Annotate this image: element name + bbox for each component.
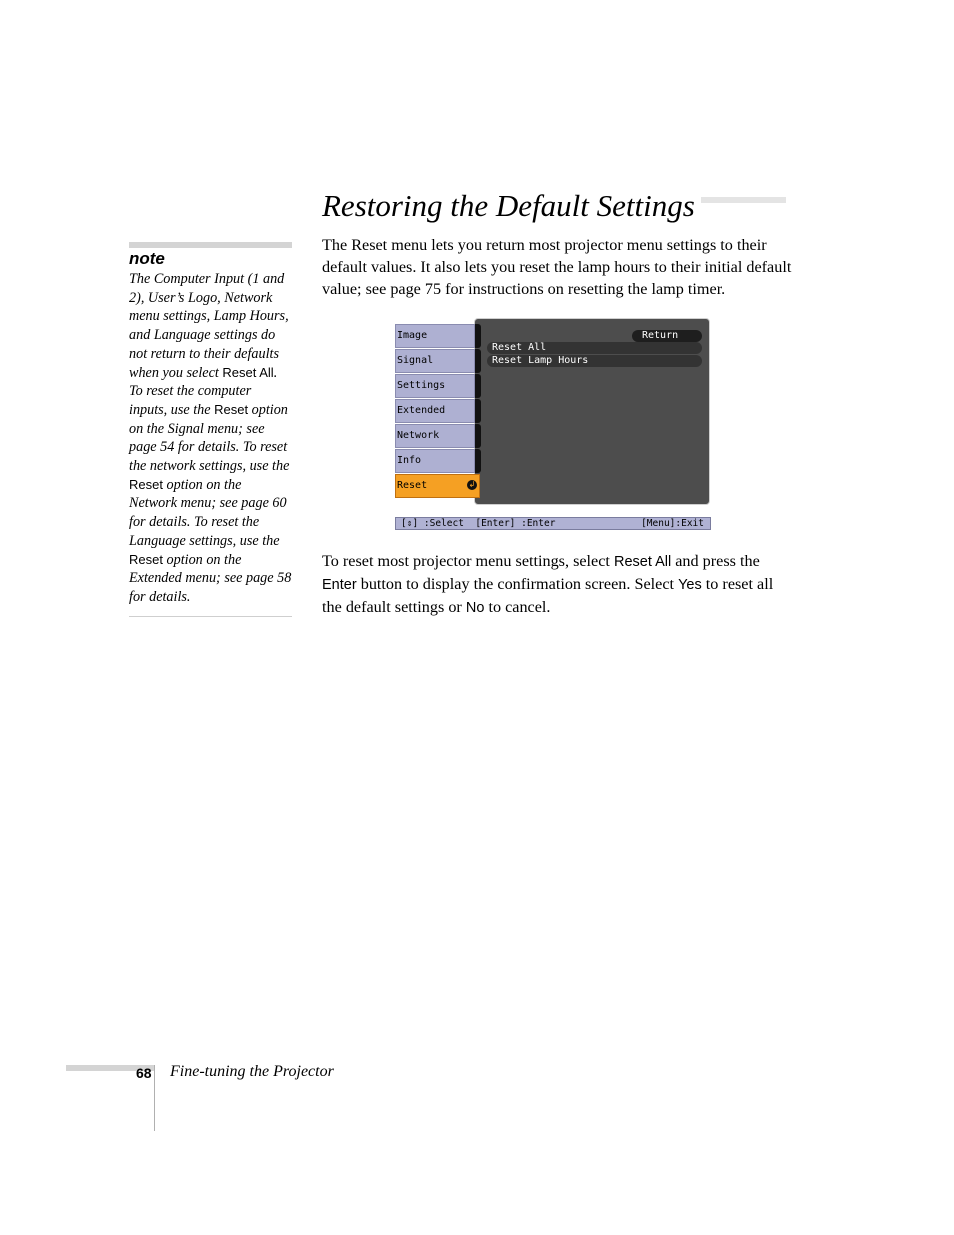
menu-tab-label: Info	[397, 455, 422, 466]
note-ui-reset-2: Reset	[129, 476, 163, 492]
menu-tab-edge	[475, 324, 481, 348]
p2-ui-reset-all: Reset All	[613, 554, 672, 570]
note-ui-reset-all: Reset All	[222, 364, 274, 380]
note-ui-reset-3: Reset	[129, 551, 163, 567]
note-rule-bottom	[129, 616, 292, 617]
menu-tab-extended[interactable]	[395, 399, 481, 423]
p2-ui-yes: Yes	[678, 577, 702, 593]
note-text-2: . To reset the computer inputs, use the	[129, 364, 278, 418]
menu-tab-edge	[475, 349, 481, 373]
p2-text-2: and press the	[671, 552, 760, 570]
footer-section-title: Fine-tuning the Projector	[170, 1063, 334, 1080]
p2-text-5: to cancel.	[484, 598, 551, 616]
page-title: Restoring the Default Settings	[322, 186, 701, 226]
menu-tab-label: Network	[397, 430, 440, 441]
menu-tab-edge	[475, 424, 481, 448]
note-text	[129, 270, 292, 607]
reset-all-item[interactable]: Reset All	[487, 342, 702, 354]
return-button[interactable]: Return	[632, 330, 702, 342]
intro-paragraph: The Reset menu lets you return most projector menu settings to their default values. It also lets you reset the lamp hours to their initial default value; see page 75 for instructions on resetting the lamp timer.	[322, 236, 792, 298]
menu-tab-edge	[475, 374, 481, 398]
p2-text-3: button to display the confirmation screen. Select	[356, 575, 679, 593]
note-text-1: The Computer Input (1 and 2), User’s Logo, Network menu settings, Lamp Hours, and Language settings do not return to their defaults when you select	[129, 271, 289, 381]
note-ui-reset-1: Reset	[214, 401, 249, 417]
reset-lamp-hours-item[interactable]: Reset Lamp Hours	[487, 355, 702, 367]
reset-instructions-paragraph	[322, 550, 792, 619]
status-select-enter-hint: [⇕] :Select [Enter] :Enter	[401, 518, 556, 529]
menu-tab-edge	[475, 399, 481, 423]
p2-ui-no: No	[465, 600, 485, 616]
projector-menu-screenshot	[395, 318, 711, 531]
menu-tab-label: Extended	[397, 405, 446, 416]
note-text-4: option on the Network menu; see page 60 for details. To reset the Language settings, use the	[129, 476, 287, 549]
status-exit-hint: [Menu]:Exit	[641, 518, 704, 529]
p2-text-4: to reset all the default settings or	[322, 575, 774, 616]
menu-tab-reset[interactable]	[395, 474, 481, 498]
note-text-3: option on the Signal menu; see page 54 for details. To reset the network settings, use the	[129, 401, 290, 475]
note-heading: note	[129, 249, 165, 268]
menu-tab-label: Settings	[397, 380, 446, 391]
enter-icon: ↲	[468, 480, 476, 489]
menu-tab-signal[interactable]	[395, 349, 481, 373]
p2-text-1: To reset most projector menu settings, select	[322, 552, 614, 570]
menu-tab-settings[interactable]	[395, 374, 481, 398]
menu-tab-network[interactable]	[395, 424, 481, 448]
menu-tab-image[interactable]	[395, 324, 481, 348]
footer-vertical-line	[154, 1065, 155, 1131]
page-number: 68	[136, 1065, 152, 1081]
p2-ui-enter: Enter	[322, 577, 357, 593]
note-rule-top	[129, 242, 292, 248]
menu-tab-label: Image	[397, 330, 428, 341]
menu-tab-label: Signal	[397, 355, 434, 366]
menu-tab-info[interactable]	[395, 449, 481, 473]
note-text-5: option on the Extended menu; see page 58 for details.	[129, 551, 292, 605]
menu-status-bar	[395, 517, 711, 530]
menu-tab-edge	[475, 449, 481, 473]
menu-tab-label: Reset	[397, 480, 428, 491]
